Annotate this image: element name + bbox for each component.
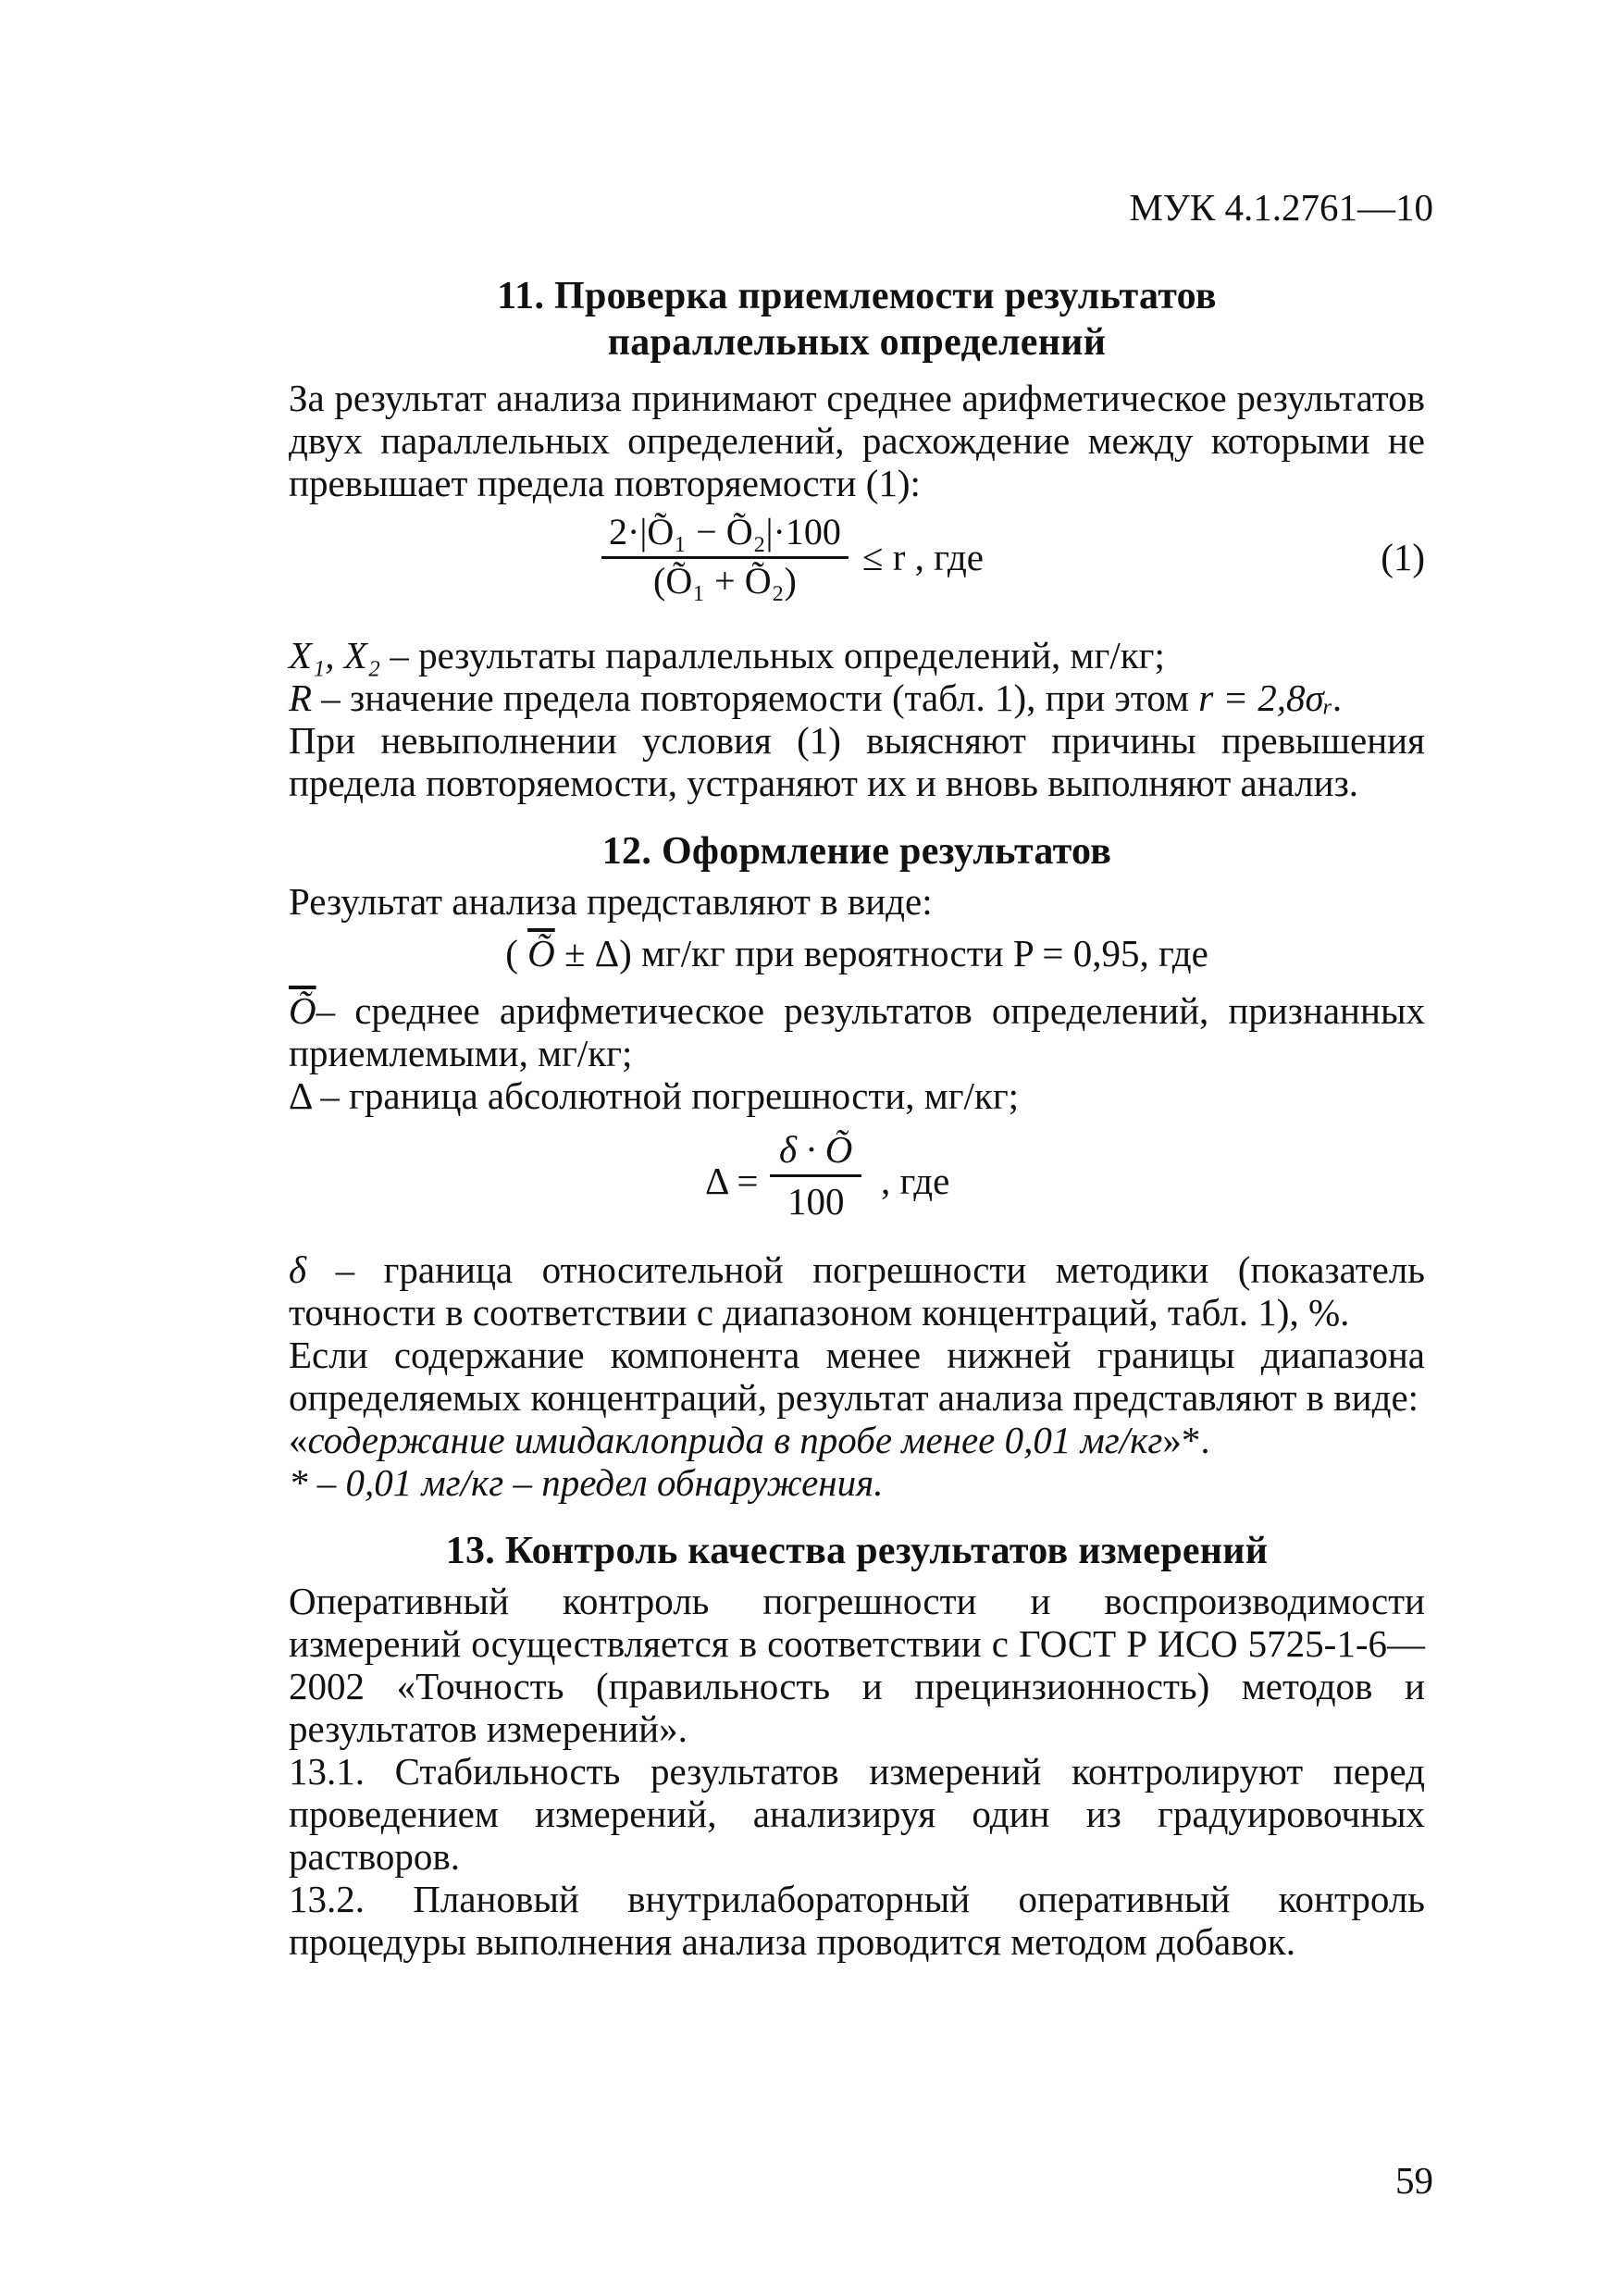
definition-delta-relative-text: – граница относительной погрешности методики (показатель точности в соответствии с диапазоном концентраций, табл. 1), %. <box>289 1248 1425 1334</box>
repeatability-formula <box>289 510 1425 630</box>
delta-formula-numerator: δ · Õ <box>770 1126 861 1177</box>
section-11-paragraph: За результат анализа принимают среднее арифметическое результатов двух параллельных определений, расхождение между которыми не превышает предела повторяемости (1): <box>289 377 1425 504</box>
definition-x <box>289 634 1425 676</box>
definition-mean-text: – среднее арифметическое результатов определений, признанных приемлемыми, мг/кг; <box>289 989 1425 1074</box>
quote-italic-text: содержание имидаклоприда в пробе менее 0,01 мг/кг <box>307 1419 1163 1461</box>
mean-symbol: $\overline{Õ}$ <box>527 932 555 974</box>
equation-number: (1) <box>1381 536 1425 578</box>
section-11-paragraph-2: При невыполнении условия (1) выясняют причины превышения предела повторяемости, устраняют их и вновь выполняют анализ. <box>289 719 1425 804</box>
section-13-paragraph-3: 13.2. Плановый внутрилабораторный оперативный контроль процедуры выполнения анализа проводится методом добавок. <box>289 1878 1425 1963</box>
result-form: ( $\overline{Õ} \pm \Delta$) мг/кг при вероятности P = 0,95, где <box>505 932 1208 974</box>
definition-delta-relative-symbol: δ <box>289 1248 307 1291</box>
definition-r <box>289 676 1425 719</box>
low-concentration-paragraph: Если содержание компонента менее нижней границы диапазона определяемых концентраций, результат анализа представляют в виде: <box>289 1334 1425 1419</box>
formula-numerator: 2·|Õ₁ − Õ₂|·100 <box>601 510 849 559</box>
formula-denominator: (Õ₁ + Õ₂) <box>653 560 797 602</box>
section-13-title: 13. Контроль качества результатов измерений <box>445 1530 1269 1572</box>
definition-x-symbol: X₁, X₂ <box>289 634 381 676</box>
section-13-paragraph-2: 13.1. Стабильность результатов измерений контролируют перед проведением измерений, анализируя один из градуировочных растворов. <box>289 1750 1425 1878</box>
section-13-paragraph-1: Оперативный контроль погрешности и воспроизводимости измерений осуществляется в соответствии с ГОСТ Р ИСО 5725-1-6—2002 «Точность (правильность и прецинзионность) методов и результатов измерений». <box>289 1580 1425 1750</box>
definition-x-text: – результаты параллельных определений, мг/кг; <box>380 634 1165 676</box>
section-11-title-line2: параллельных определений <box>607 321 1107 364</box>
section-12-intro: Результат анализа представляют в виде: <box>289 880 933 923</box>
definition-mean <box>289 989 1425 1074</box>
definition-r-equation: r = 2,8σᵣ. <box>1198 676 1344 719</box>
definition-delta: Δ – граница абсолютной погрешности, мг/кг; <box>289 1074 1020 1117</box>
page-number: 59 <box>1395 2159 1433 2202</box>
low-concentration-quote: «содержание имидаклоприда в пробе менее 0,01 мг/кг»*. <box>289 1419 1210 1461</box>
section-11-title-line1: 11. Проверка приемлемости результатов <box>497 275 1217 317</box>
formula-condition: ≤ r , где <box>862 536 984 578</box>
definition-r-symbol: R <box>289 676 313 719</box>
delta-formula-fraction <box>770 1126 861 1225</box>
section-12-title: 12. Оформление результатов <box>601 830 1112 873</box>
page-content <box>289 273 1425 1963</box>
delta-formula-denominator: 100 <box>787 1180 845 1222</box>
definition-mean-symbol: $\overline{Õ}$ <box>289 989 316 1032</box>
delta-formula-after: , где <box>881 1160 950 1202</box>
definition-r-text: – значение предела повторяемости (табл. 1), при этом <box>312 676 1199 719</box>
delta-formula-lhs: Δ = <box>705 1160 759 1202</box>
delta-formula <box>289 1126 1425 1241</box>
definition-delta-relative <box>289 1248 1425 1334</box>
detection-limit-footnote: * – 0,01 мг/кг – предел обнаружения. <box>289 1461 884 1504</box>
formula-fraction <box>601 510 849 603</box>
document-code-header: МУК 4.1.2761—10 <box>1129 186 1433 229</box>
